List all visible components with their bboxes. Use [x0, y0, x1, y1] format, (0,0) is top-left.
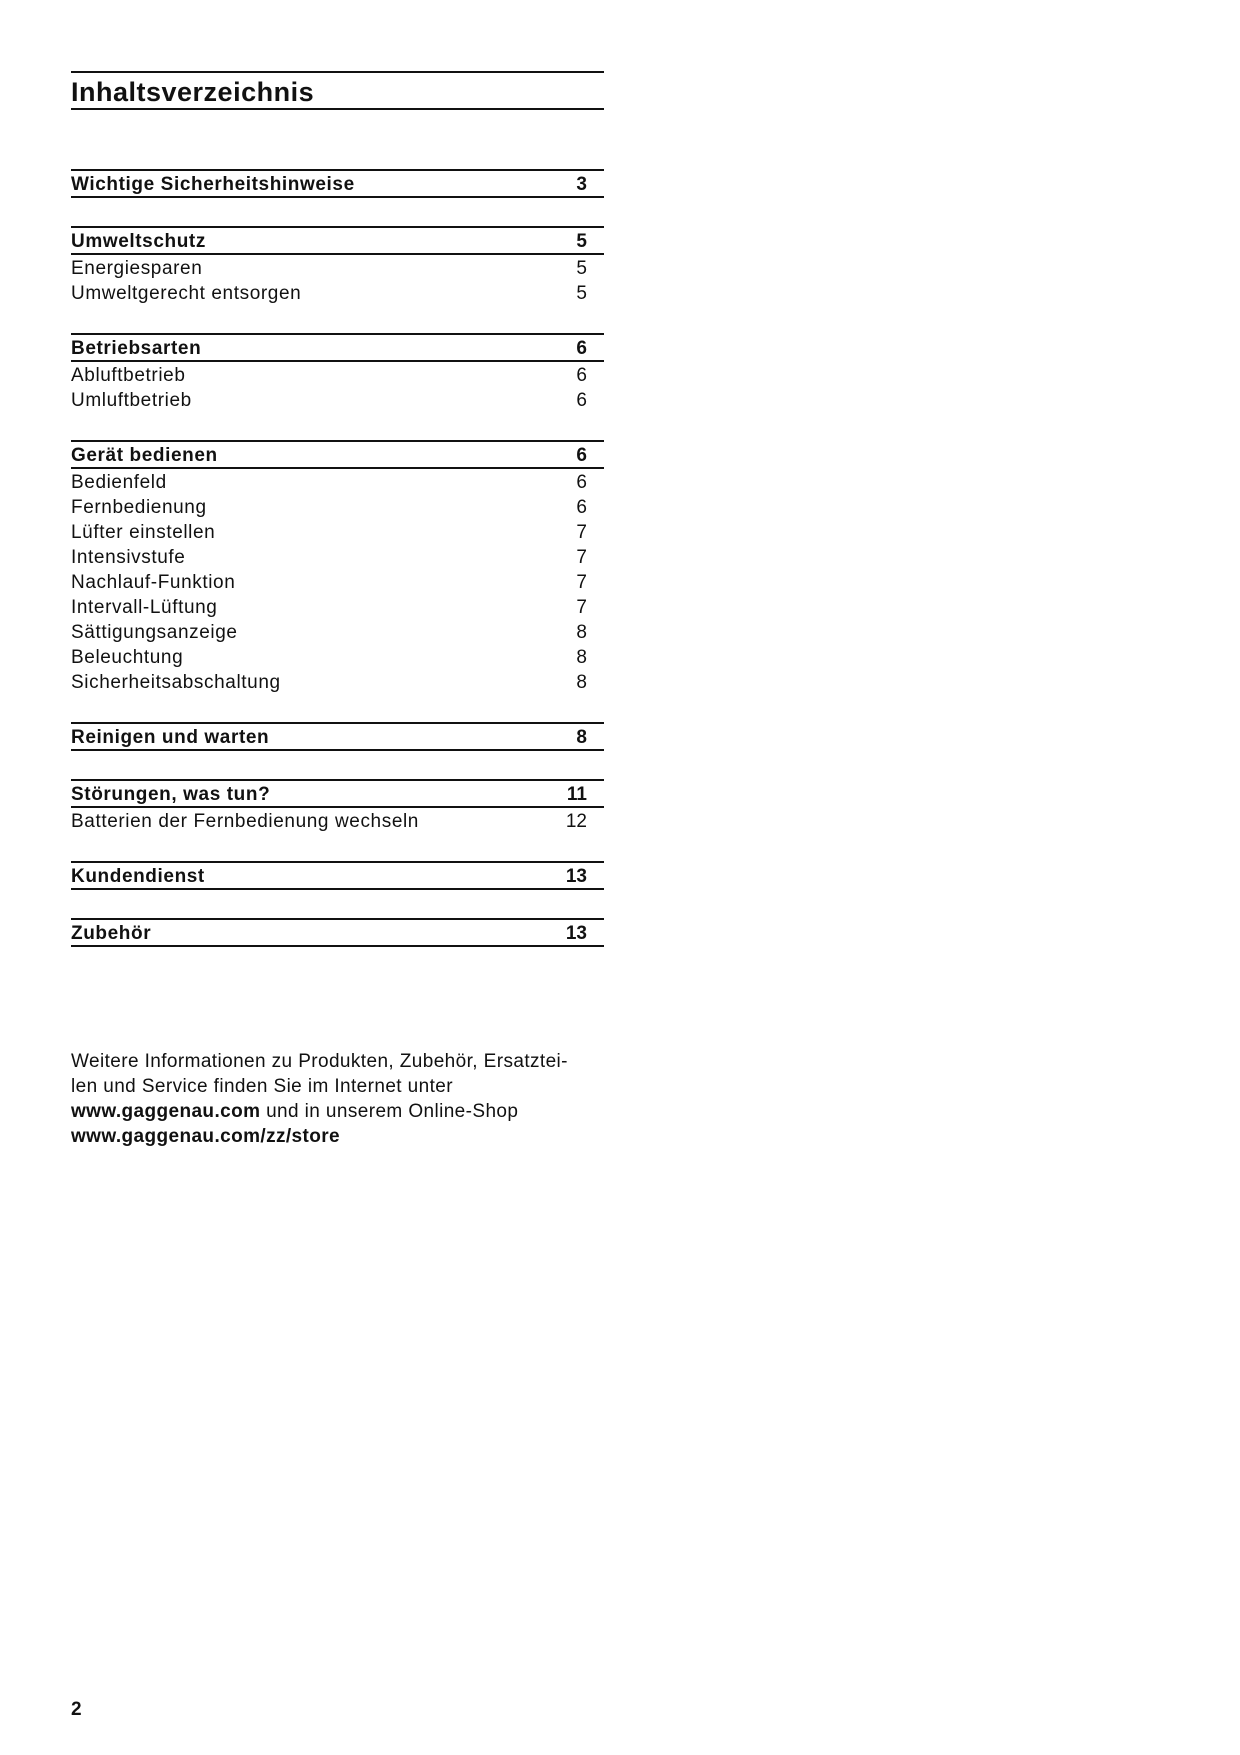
toc-entry-page: 7: [576, 547, 587, 568]
toc-section-page: 6: [576, 445, 587, 466]
toc-section-label: Störungen, was tun?: [71, 784, 271, 805]
toc-section-heading[interactable]: [71, 440, 604, 469]
toc-section-heading[interactable]: [71, 169, 604, 198]
toc-entry-label: Fernbedienung: [71, 497, 207, 518]
toc-section: [71, 918, 604, 947]
toc-section: [71, 779, 604, 836]
toc-entry-page: 5: [576, 258, 587, 279]
toc-entry-label: Sicherheitsabschaltung: [71, 672, 281, 693]
toc-section-label: Gerät bedienen: [71, 445, 218, 466]
toc-entry-page: 7: [576, 597, 587, 618]
toc-entry-page: 6: [576, 365, 587, 386]
info-line: [71, 1124, 611, 1149]
info-line: [71, 1099, 611, 1124]
toc-entry-page: 6: [576, 472, 587, 493]
online-shop-link[interactable]: www.gaggenau.com/zz/store: [71, 1126, 341, 1147]
toc-section: [71, 333, 604, 415]
toc-section-page: 8: [576, 727, 587, 748]
toc-section-label: Reinigen und warten: [71, 727, 270, 748]
info-line: len und Service finden Sie im Internet unter: [71, 1076, 453, 1097]
toc-section-label: Kundendienst: [71, 866, 205, 887]
toc-entry-label: Abluftbetrieb: [71, 365, 186, 386]
info-line: Weitere Informationen zu Produkten, Zubehör, Ersatztei-: [71, 1051, 568, 1072]
toc-entry[interactable]: [71, 647, 604, 672]
toc-entry[interactable]: [71, 622, 604, 647]
toc-section-heading[interactable]: [71, 226, 604, 255]
toc-entry[interactable]: [71, 547, 604, 572]
info-paragraph: [71, 1049, 611, 1149]
toc-section-page: 5: [576, 231, 587, 252]
toc-section-heading[interactable]: [71, 722, 604, 751]
toc-entry[interactable]: [71, 672, 604, 697]
toc-section-page: 13: [565, 923, 587, 944]
toc-section-heading[interactable]: [71, 779, 604, 808]
toc-entry-label: Intervall-Lüftung: [71, 597, 218, 618]
toc-entry-label: Intensivstufe: [71, 547, 186, 568]
toc-section-heading[interactable]: [71, 861, 604, 890]
toc-entry-page: 8: [576, 647, 587, 668]
toc-entry-label: Umluftbetrieb: [71, 390, 192, 411]
toc-entry-page: 8: [576, 622, 587, 643]
title-block: [71, 71, 604, 110]
toc-section: [71, 722, 604, 751]
toc-section-page: 3: [576, 174, 587, 195]
toc-entry[interactable]: [71, 572, 604, 597]
toc-section-label: Wichtige Sicherheitshinweise: [71, 174, 355, 195]
toc-entry[interactable]: [71, 597, 604, 622]
toc-entry[interactable]: [71, 390, 604, 415]
toc-entry-label: Bedienfeld: [71, 472, 167, 493]
toc-entry[interactable]: [71, 472, 604, 497]
toc-entry[interactable]: [71, 258, 604, 283]
info-text: und in unserem Online-Shop: [260, 1101, 519, 1122]
toc-section: [71, 861, 604, 890]
toc-entry[interactable]: [71, 365, 604, 390]
toc-entry-page: 7: [576, 522, 587, 543]
toc-entry-page: 12: [565, 811, 587, 832]
toc-entry[interactable]: [71, 811, 604, 836]
toc-entry-label: Sättigungsanzeige: [71, 622, 238, 643]
toc-section: [71, 440, 604, 697]
toc-entry[interactable]: [71, 283, 604, 308]
toc-entry-label: Batterien der Fernbedienung wechseln: [71, 811, 419, 832]
toc-entry-label: Beleuchtung: [71, 647, 184, 668]
toc-entry-page: 5: [576, 283, 587, 304]
toc-section: [71, 226, 604, 308]
toc-section-label: Zubehör: [71, 923, 152, 944]
toc-section-label: Betriebsarten: [71, 338, 202, 359]
toc-section-heading[interactable]: [71, 918, 604, 947]
page-title: Inhaltsverzeichnis: [71, 77, 315, 107]
toc-section-page: 11: [566, 784, 587, 805]
toc-entry-label: Lüfter einstellen: [71, 522, 216, 543]
toc-entry-page: 6: [576, 390, 587, 411]
page-number: 2: [71, 1699, 82, 1720]
toc-entry[interactable]: [71, 522, 604, 547]
website-link[interactable]: www.gaggenau.com: [71, 1101, 261, 1122]
toc-entry-label: Energiesparen: [71, 258, 203, 279]
toc-section-page: 13: [565, 866, 587, 887]
toc-section: [71, 169, 604, 198]
toc-section-heading[interactable]: [71, 333, 604, 362]
toc-section-page: 6: [576, 338, 587, 359]
toc-entry-label: Umweltgerecht entsorgen: [71, 283, 302, 304]
toc-entry-page: 6: [576, 497, 587, 518]
toc-entry-page: 8: [576, 672, 587, 693]
toc-entry-page: 7: [576, 572, 587, 593]
toc-entry[interactable]: [71, 497, 604, 522]
toc-section-label: Umweltschutz: [71, 231, 206, 252]
toc-entry-label: Nachlauf-Funktion: [71, 572, 236, 593]
